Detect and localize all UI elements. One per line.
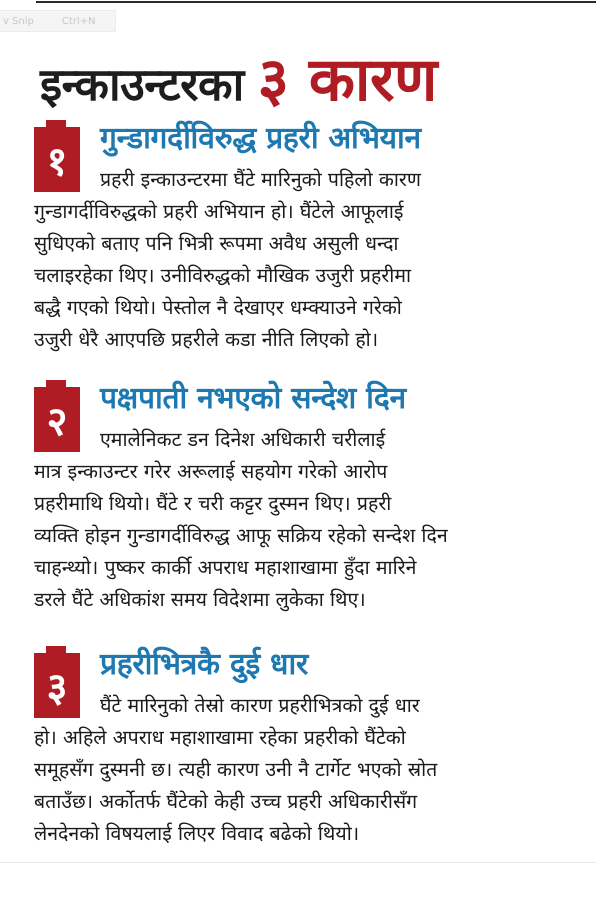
badge-number: १ <box>34 127 80 192</box>
snip-label[interactable]: v Snip <box>3 15 34 27</box>
section-paragraph <box>34 164 570 356</box>
paragraph-line: प्रहरीमाथि थियो। घैंटे र चरी कट्टर दुस्मन थिए। प्रहरी <box>34 492 392 515</box>
paragraph-line: व्यक्ति होइन गुन्डागर्दीविरुद्ध आफू सक्रिय रहेको सन्देश दिन <box>34 524 448 547</box>
paragraph-line: घैंटे मारिनुको तेस्रो कारण प्रहरीभित्रको दुई धार <box>100 694 420 717</box>
paragraph-line: बद्धै गएको थियो। पेस्तोल नै देखाएर धम्क्याउने गरेको <box>34 296 402 319</box>
paragraph-line: प्रहरी इन्काउन्टरमा घैंटे मारिनुको पहिलो कारण <box>100 168 421 191</box>
section-title: प्रहरीभित्रकै दुई धार <box>100 647 308 682</box>
snip-shortcut: Ctrl+N <box>61 15 96 27</box>
badge-number: ३ <box>34 653 80 718</box>
paragraph-line: मात्र इन्काउन्टर गरेर अरूलाई सहयोग गरेको आरोप <box>34 460 388 483</box>
paragraph-line: बताउँछ। अर्कोतर्फ घैंटेको केही उच्च प्रहरी अधिकारीसँग <box>34 790 418 813</box>
paragraph-line: चाहन्थ्यो। पुष्कर कार्की अपराध महाशाखामा हुँदा मारिने <box>34 556 417 579</box>
bottom-divider <box>0 862 596 863</box>
paragraph-line: गुन्डागर्दीविरुद्धको प्रहरी अभियान हो। घैंटेले आफूलाई <box>34 200 404 223</box>
section-title: गुन्डागर्दीविरुद्ध प्रहरी अभियान <box>100 121 421 156</box>
paragraph-line: लेनदेनको विषयलाई लिएर विवाद बढेको थियो। <box>34 822 360 845</box>
paragraph-line: उजुरी धेरै आएपछि प्रहरीले कडा नीति लिएको हो। <box>34 328 379 351</box>
paragraph-line: एमालेनिकट डन दिनेश अधिकारी चरीलाई <box>100 428 386 451</box>
paragraph-line: हो। अहिले अपराध महाशाखामा रहेका प्रहरीको घैंटेको <box>34 726 406 749</box>
paragraph-line: डरले घैंटे अधिकांश समय विदेशमा लुकेका थिए। <box>34 588 366 611</box>
headline <box>40 36 437 118</box>
section-title: पक्षपाती नभएको सन्देश दिन <box>100 381 406 416</box>
headline-red: ३ कारण <box>257 45 437 115</box>
headline-dark: इन्काउन्टरका <box>40 58 244 111</box>
snipping-tool-bar[interactable] <box>0 10 116 32</box>
paragraph-line: चलाइरहेका थिए। उनीविरुद्धको मौखिक उजुरी प्रहरीमा <box>34 264 412 287</box>
top-border <box>36 1 596 3</box>
paragraph-line: सुधिएको बताए पनि भित्री रूपमा अवैध असुली धन्दा <box>34 232 399 255</box>
section-paragraph <box>34 690 570 850</box>
section-paragraph <box>34 424 570 616</box>
badge-number: २ <box>34 387 80 452</box>
paragraph-line: समूहसँग दुस्मनी छ। त्यही कारण उनी नै टार्गेट भएको स्रोत <box>34 758 438 781</box>
